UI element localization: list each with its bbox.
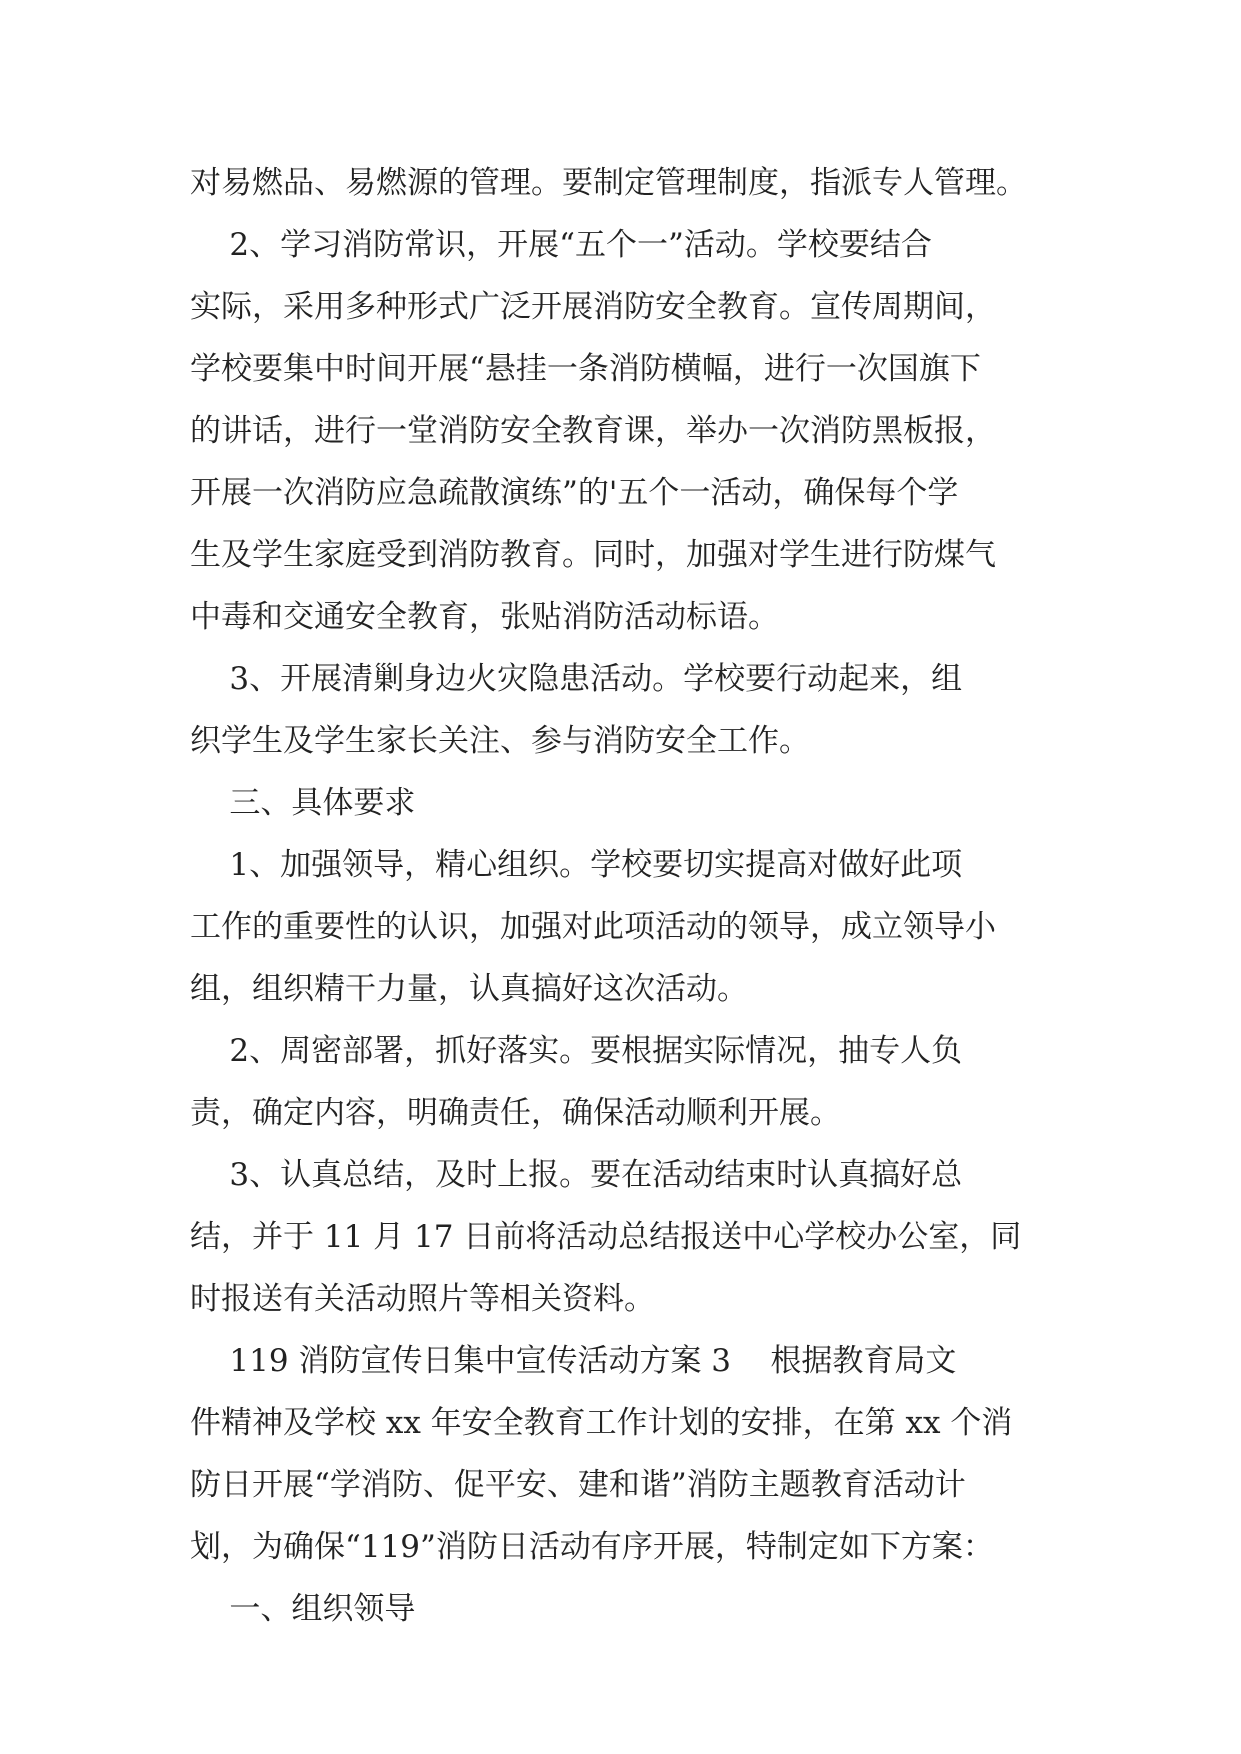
text-line: 开展一次消防应急疏散演练”的'五个一活动，确保每个学 <box>190 475 959 511</box>
text-line: 3、开展清剿身边火灾隐患活动。学校要行动起来，组 <box>190 661 963 697</box>
text-line: 划，为确保“119”消防日活动有序开展，特制定如下方案： <box>190 1529 994 1565</box>
text-line: 责，确定内容，明确责任，确保活动顺利开展。 <box>190 1095 841 1131</box>
section-heading: 三、具体要求 <box>190 785 416 821</box>
text-line: 实际，采用多种形式广泛开展消防安全教育。宣传周期间， <box>190 289 996 325</box>
text-line: 2、学习消防常识，开展“五个一”活动。学校要结合 <box>190 227 932 263</box>
text-line: 中毒和交通安全教育，张贴消防活动标语。 <box>190 599 779 635</box>
text-line: 结，并于 11 月 17 日前将活动总结报送中心学校办公室，同 <box>190 1219 1022 1255</box>
text-line: 时报送有关活动照片等相关资料。 <box>190 1281 655 1317</box>
section-heading: 一、组织领导 <box>190 1591 416 1627</box>
text-line: 织学生及学生家长关注、参与消防安全工作。 <box>190 723 810 759</box>
document-body <box>190 152 1062 1640</box>
text-line: 防日开展“学消防、促平安、建和谐”消防主题教育活动计 <box>190 1467 966 1503</box>
text-line: 1、加强领导，精心组织。学校要切实提高对做好此项 <box>190 847 963 883</box>
text-line: 工作的重要性的认识，加强对此项活动的领导，成立领导小 <box>190 909 996 945</box>
text-line: 119 消防宣传日集中宣传活动方案 3 根据教育局文 <box>190 1343 957 1379</box>
text-line: 件精神及学校 xx 年安全教育工作计划的安排，在第 xx 个消 <box>190 1405 1013 1441</box>
text-line: 的讲话，进行一堂消防安全教育课，举办一次消防黑板报， <box>190 413 996 449</box>
text-line: 2、周密部署，抓好落实。要根据实际情况，抽专人负 <box>190 1033 963 1069</box>
text-line: 对易燃品、易燃源的管理。要制定管理制度，指派专人管理。 <box>190 165 1027 201</box>
text-line: 学校要集中时间开展“悬挂一条消防横幅，进行一次国旗下 <box>190 351 981 387</box>
text-line: 生及学生家庭受到消防教育。同时，加强对学生进行防煤气 <box>190 537 996 573</box>
text-line: 3、认真总结，及时上报。要在活动结束时认真搞好总 <box>190 1157 963 1193</box>
text-line: 组，组织精干力量，认真搞好这次活动。 <box>190 971 748 1007</box>
